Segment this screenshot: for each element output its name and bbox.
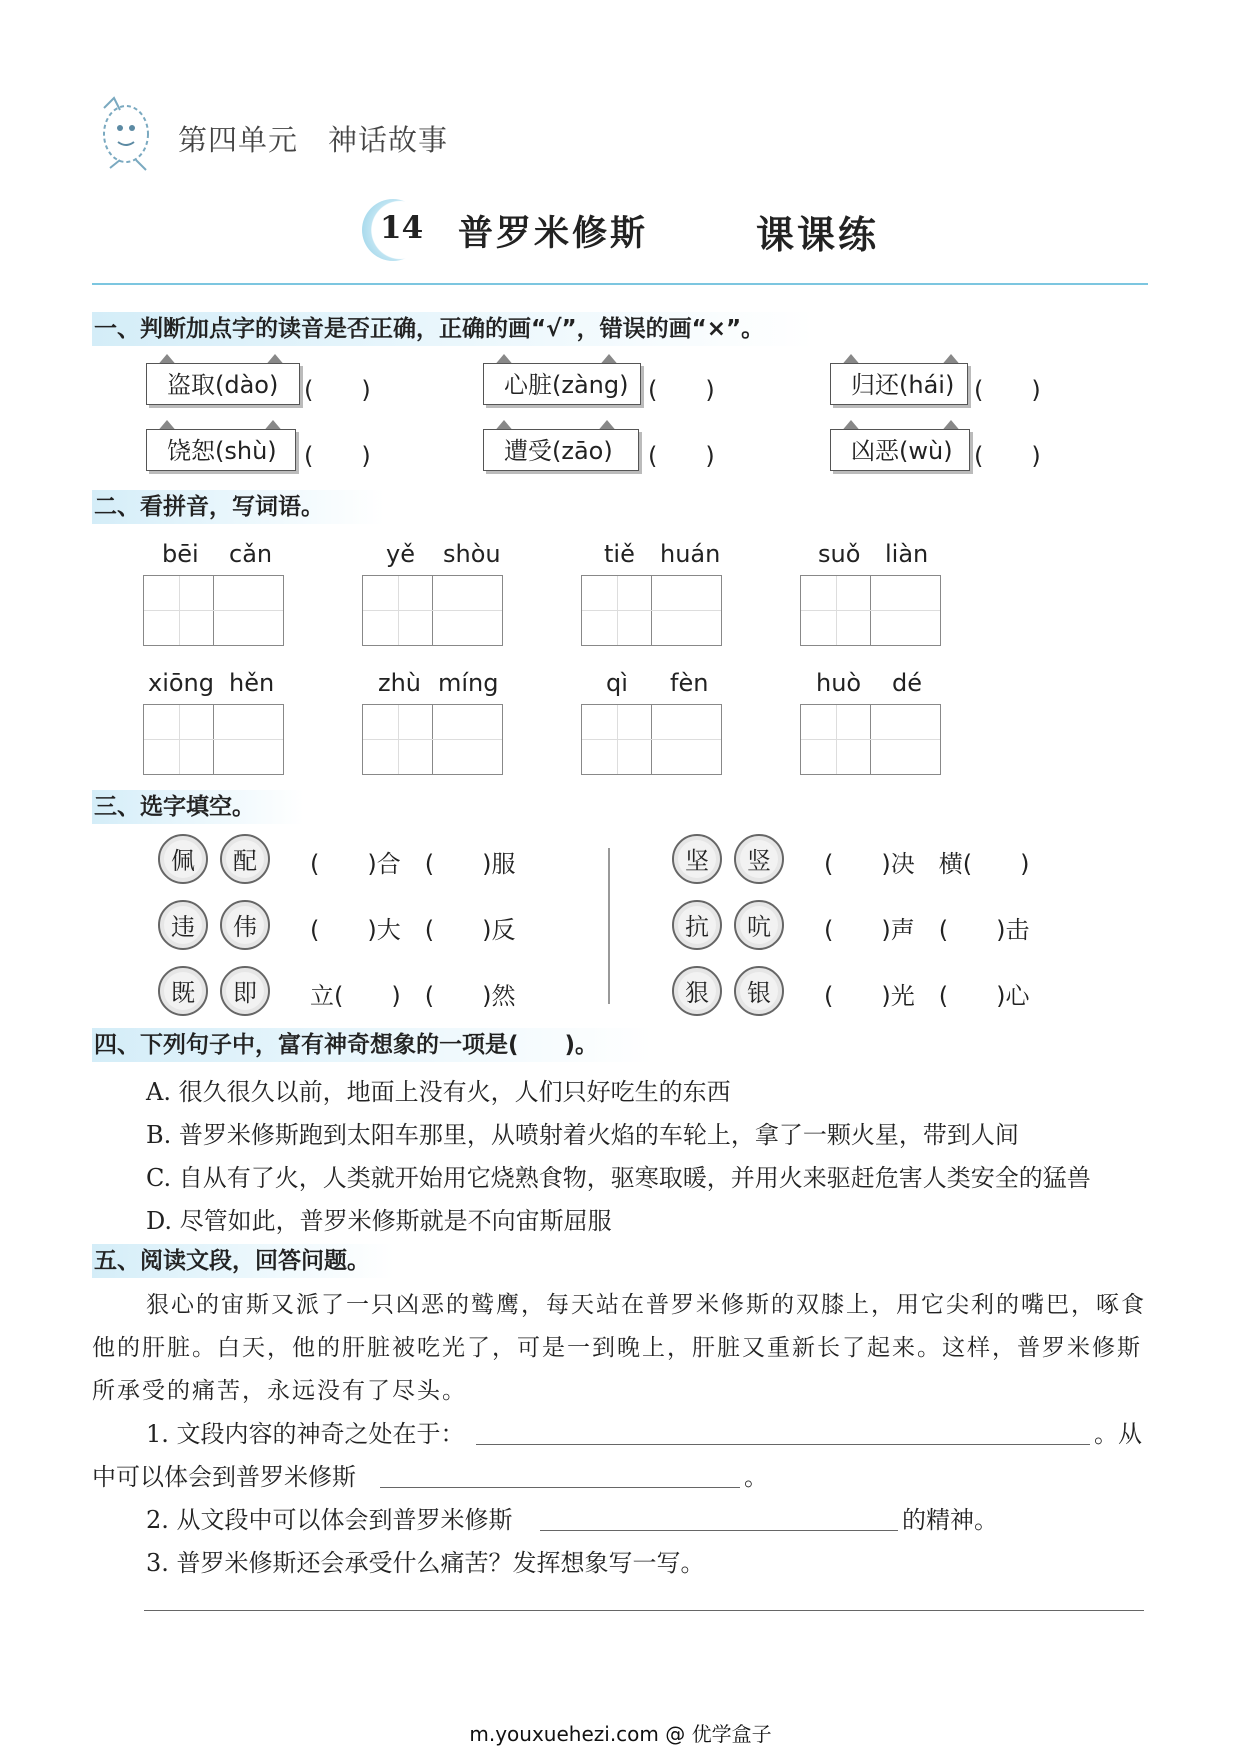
passage-line: 他的肝脏。白天，他的肝脏被吃光了，可是一到晚上，肝脏又重新长了起来。这样，普罗米修斯 [92,1335,1142,1361]
fill-blank[interactable]: ( )声 ( )击 [824,916,1030,944]
fill-blank[interactable]: ( )决 横( ) [824,850,1030,878]
pinyin-2: hěn [229,669,275,697]
char-option: 佩 [158,834,208,884]
char-option: 伟 [220,900,270,950]
char-option: 吭 [734,900,784,950]
pinyin-word-box: 遭受(zāo) [483,429,639,471]
char-choice-glasses [150,964,284,1020]
section3-title: 三、选字填空。 [92,790,304,824]
question-2-text: 2. 从文段中可以体会到普罗米修斯 [146,1506,513,1534]
answer-paren[interactable]: ( ) [648,376,715,404]
answer-paren[interactable]: ( ) [974,376,1041,404]
char-choice-glasses [664,832,798,888]
pinyin-1: yě [386,540,415,568]
pinyin-1: qì [606,669,628,697]
pinyin-2: fèn [670,669,709,697]
question-1-text: 。从 [1094,1420,1142,1448]
question-3-text: 3. 普罗米修斯还会承受什么痛苦？发挥想象写一写。 [146,1549,705,1577]
question-2-text: 的精神。 [902,1506,998,1534]
answer-line[interactable] [476,1414,1090,1445]
answer-paren[interactable]: ( ) [304,442,371,470]
char-option: 既 [158,966,208,1016]
pinyin-word-box: 心脏(zàng) [483,363,641,405]
fill-blank[interactable]: ( )光 ( )心 [824,982,1030,1010]
fill-blank[interactable]: ( )合 ( )服 [310,850,516,878]
char-choice-glasses [150,898,284,954]
option-a[interactable]: A. 很久很久以前，地面上没有火，人们只好吃生的东西 [146,1078,731,1106]
answer-paren[interactable]: ( ) [648,442,715,470]
pinyin-2: liàn [885,540,929,568]
char-option: 抗 [672,900,722,950]
char-choice-glasses [150,832,284,888]
writing-grid[interactable] [581,704,722,775]
lesson-title: 普罗米修斯 [458,213,649,254]
answer-line[interactable] [540,1500,898,1531]
pinyin-1: suǒ [818,540,861,568]
option-c[interactable]: C. 自从有了火，人类就开始用它烧熟食物，驱寒取暖，并用火来驱赶危害人类安全的猛兽 [146,1164,1091,1192]
pinyin-1: huò [816,669,862,697]
writing-grid[interactable] [800,704,941,775]
fill-blank[interactable]: ( )大 ( )反 [310,916,516,944]
char-option: 即 [220,966,270,1016]
pinyin-1: xiōng [148,669,214,697]
section1-title: 一、判断加点字的读音是否正确，正确的画“√”，错误的画“×”。 [92,312,814,346]
footer-watermark: m.youxuehezi.com @ 优学盒子 [469,1722,772,1746]
section5-title: 五、阅读文段，回答问题。 [92,1244,394,1278]
char-option: 狠 [672,966,722,1016]
writing-grid[interactable] [143,575,284,646]
writing-grid[interactable] [143,704,284,775]
question-1-text: 中可以体会到普罗米修斯 [92,1463,356,1491]
pinyin-2: shòu [443,540,501,568]
writing-grid[interactable] [362,704,503,775]
option-b[interactable]: B. 普罗米修斯跑到太阳车那里，从喷射着火焰的车轮上，拿了一颗火星，带到人间 [146,1121,1019,1149]
section2-title: 二、看拼音，写词语。 [92,490,384,524]
pinyin-word-box: 凶恶(wù) [830,429,970,471]
char-option: 坚 [672,834,722,884]
unit-title: 第四单元 神话故事 [178,123,449,157]
char-option: 银 [734,966,784,1016]
mascot-icon [90,88,166,180]
char-choice-glasses [664,898,798,954]
option-d[interactable]: D. 尽管如此，普罗米修斯就是不向宙斯屈服 [146,1207,612,1235]
pinyin-word-box: 盗取(dào) [146,363,300,405]
pinyin-1: zhù [378,669,422,697]
question-1-text: 。 [744,1463,768,1491]
char-option: 配 [220,834,270,884]
answer-paren[interactable]: ( ) [304,376,371,404]
pinyin-2: huán [660,540,721,568]
char-option: 竖 [734,834,784,884]
column-divider [608,848,610,1004]
answer-line[interactable] [380,1457,740,1488]
writing-grid[interactable] [362,575,503,646]
passage-line: 所承受的痛苦，永远没有了尽头。 [92,1378,467,1404]
pinyin-2: cǎn [229,540,273,568]
header-divider [92,283,1148,285]
pinyin-2: míng [438,669,499,697]
char-choice-glasses [664,964,798,1020]
pinyin-1: tiě [604,540,635,568]
practice-label: 课课练 [756,213,880,257]
question-1-text: 1. 文段内容的神奇之处在于： [146,1420,465,1448]
pinyin-word-box: 归还(hái) [830,363,968,405]
writing-grid[interactable] [800,575,941,646]
pinyin-word-box: 饶恕(shù) [146,429,296,471]
fill-blank[interactable]: 立( ) ( )然 [310,982,516,1010]
answer-paren[interactable]: ( ) [974,442,1041,470]
lesson-number: 14 [380,210,424,246]
pinyin-1: bēi [162,540,199,568]
section4-title: 四、下列句子中，富有神奇想象的一项是( )。 [92,1028,654,1062]
answer-line[interactable] [144,1610,1144,1611]
pinyin-2: dé [892,669,922,697]
char-option: 违 [158,900,208,950]
writing-grid[interactable] [581,575,722,646]
passage-line: 狠心的宙斯又派了一只凶恶的鹫鹰，每天站在普罗米修斯的双膝上，用它尖利的嘴巴，啄食 [146,1292,1146,1318]
